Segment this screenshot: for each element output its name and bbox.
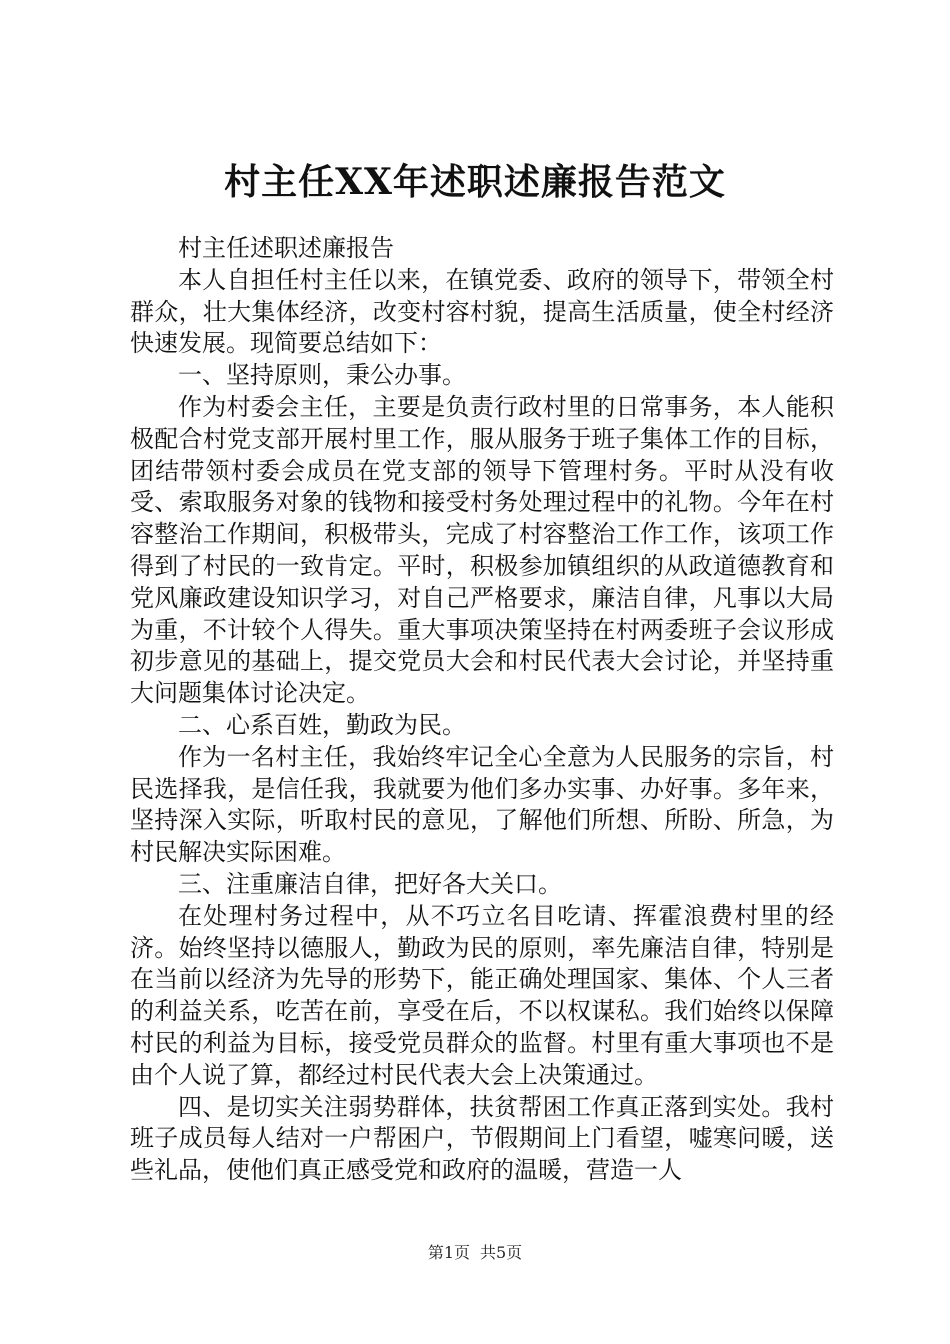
- paragraph-section-1: 作为村委会主任，主要是负责行政村里的日常事务，本人能积极配合村党支部开展村里工作，服从服务于班子集体工作的目标，团结带领村委会成员在党支部的领导下管理村务。平时从没有收受、索取服务对象的钱物和接受村务处理过程中的礼物。今年在村容整治工作期间，积极带头，完成了村容整治工作工作，该项工作得到了村民的一致肯定。平时，积极参加镇组织的从政道德教育和党风廉政建设知识学习，对自己严格要求，廉洁自律，凡事以大局为重，不计较个人得失。重大事项决策坚持在村两委班子会议形成初步意见的基础上，提交党员大会和村民代表大会讨论，并坚持重大问题集体讨论决定。: [130, 392, 834, 708]
- page-footer: [0, 1243, 950, 1263]
- section-heading-1: 一、坚持原则，秉公办事。: [178, 361, 466, 390]
- paragraph-section-3: 在处理村务过程中，从不巧立名目吃请、挥霍浪费村里的经济。始终坚持以德服人，勤政为民的原则，率先廉洁自律，特别是在当前以经济为先导的形势下，能正确处理国家、集体、个人三者的利益关系，吃苦在前，享受在后，不以权谋私。我们始终以保障村民的利益为目标，接受党员群众的监督。村里有重大事项也不是由个人说了算，都经过村民代表大会上决策通过。: [130, 901, 834, 1089]
- document-body: [130, 233, 834, 1187]
- section-heading-3: 三、注重廉洁自律，把好各大关口。: [178, 869, 562, 898]
- paragraph-subtitle: 村主任述职述廉报告: [178, 234, 394, 262]
- paragraph-intro: 本人自担任村主任以来，在镇党委、政府的领导下，带领全村群众，壮大集体经济，改变村容村貌，提高生活质量，使全村经济快速发展。现简要总结如下：: [130, 265, 834, 358]
- paragraph-section-4: 四、是切实关注弱势群体，扶贫帮困工作真正落到实处。我村班子成员每人结对一户帮困户，节假期间上门看望，嘘寒问暖，送些礼品，使他们真正感受党和政府的温暖，营造一人: [130, 1092, 834, 1185]
- section-heading-2: 二、心系百姓，勤政为民。: [178, 710, 466, 739]
- paragraph-section-2: 作为一名村主任，我始终牢记全心全意为人民服务的宗旨，村民选择我，是信任我，我就要为他们多办实事、办好事。多年来，坚持深入实际，听取村民的意见，了解他们所想、所盼、所急，为村民解决实际困难。: [130, 742, 834, 867]
- page-number: 第1页: [427, 1243, 470, 1262]
- page-total: 共5页: [480, 1243, 523, 1262]
- document-title: 村主任XX年述职述廉报告范文: [224, 161, 726, 203]
